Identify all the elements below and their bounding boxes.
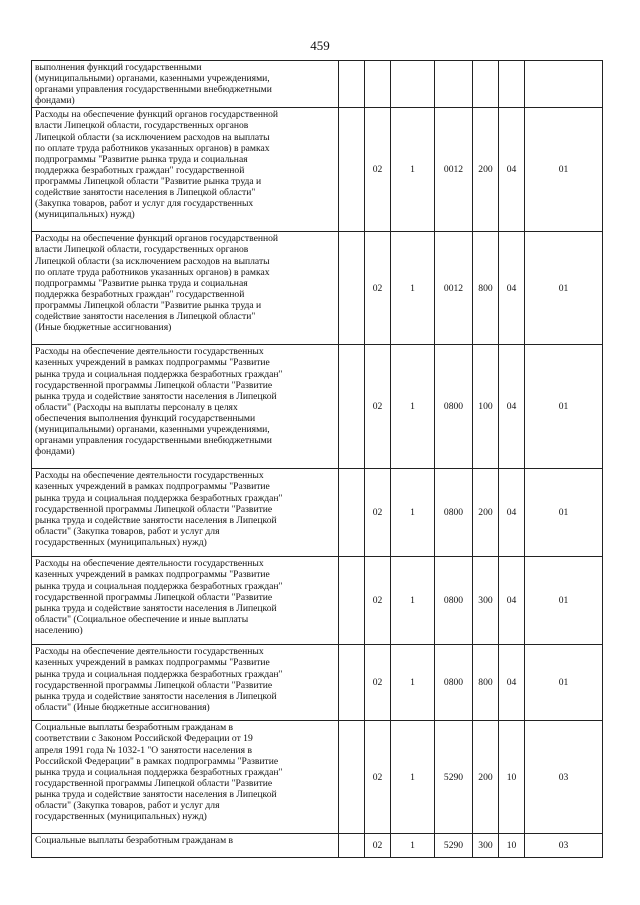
table-row: [32, 557, 603, 645]
program-code-cell: [391, 61, 435, 108]
description-line: Социальные выплаты безработным гражданам в: [35, 722, 234, 734]
description-cell: [32, 557, 339, 645]
description-line: рынка труда и содействие занятости населения в Липецкой: [35, 690, 277, 702]
budget-table-body: [32, 61, 603, 858]
subsection-cell: 01: [525, 232, 603, 345]
ministry-code-cell: 02: [365, 232, 391, 345]
empty-cell: [339, 345, 365, 469]
program-code-cell: 1: [391, 232, 435, 345]
expense-type-cell: 800: [473, 232, 499, 345]
table-row: [32, 61, 603, 108]
target-article-cell: [435, 61, 473, 108]
empty-cell: [339, 557, 365, 645]
ministry-code-cell: 02: [365, 834, 391, 857]
section-cell: 04: [499, 645, 525, 721]
expense-type-cell: [473, 61, 499, 108]
description-line: государственной программы Липецкой области "Развитие: [35, 679, 273, 691]
description-line: государственной программы Липецкой области "Развитие: [35, 777, 273, 789]
description-line: Расходы на обеспечение функций органов государственной: [35, 233, 279, 245]
description-line: рынка труда и содействие занятости населения в Липецкой: [35, 788, 277, 800]
description-line: рынка труда и социальная поддержка безработных граждан": [35, 766, 283, 778]
description-line: власти Липецкой области, государственных органов: [35, 120, 249, 132]
description-line: подпрограммы "Развитие рынка труда и социальная: [35, 277, 248, 289]
empty-cell: [339, 834, 365, 857]
description-line: Липецкой области (за исключением расходов на выплаты: [35, 131, 270, 143]
description-line: Расходы на обеспечение деятельности государственных: [35, 558, 264, 570]
description-line: государственных (муниципальных) нужд): [35, 811, 207, 823]
empty-cell: [339, 469, 365, 557]
target-article-cell: 0012: [435, 232, 473, 345]
description-cell: [32, 721, 339, 834]
expense-type-cell: 800: [473, 645, 499, 721]
table-row: [32, 232, 603, 345]
description-line: рынка труда и социальная поддержка безработных граждан": [35, 368, 283, 380]
description-line: населению): [35, 624, 83, 636]
description-line: казенных учреждений в рамках подпрограммы "Развитие: [35, 657, 270, 669]
empty-cell: [339, 232, 365, 345]
expense-type-cell: 100: [473, 345, 499, 469]
description-line: Российской Федерации" в рамках подпрограммы "Развитие: [35, 755, 279, 767]
description-line: обеспечения выполнения функций государственными: [35, 412, 256, 424]
description-line: органами управления государственными внебюджетными: [35, 435, 272, 447]
section-cell: [499, 61, 525, 108]
description-line: подпрограммы "Развитие рынка труда и социальная: [35, 153, 248, 165]
description-line: Расходы на обеспечение деятельности государственных: [35, 346, 264, 358]
expense-type-cell: 200: [473, 108, 499, 232]
ministry-code-cell: [365, 61, 391, 108]
target-article-cell: 0800: [435, 345, 473, 469]
description-cell: [32, 645, 339, 721]
page-number: 459: [310, 38, 330, 53]
subsection-cell: [525, 61, 603, 108]
program-code-cell: 1: [391, 721, 435, 834]
table-row: [32, 345, 603, 469]
description-line: рынка труда и содействие занятости населения в Липецкой: [35, 390, 277, 402]
subsection-cell: 01: [525, 557, 603, 645]
expense-type-cell: 200: [473, 469, 499, 557]
description-line: содействие занятости населения в Липецкой области": [35, 187, 256, 199]
description-line: апреля 1991 года № 1032-1 "О занятости населения в: [35, 744, 252, 756]
program-code-cell: 1: [391, 557, 435, 645]
description-line: области" (Расходы на выплаты персоналу в целях: [35, 401, 238, 413]
description-line: Социальные выплаты безработным гражданам в: [35, 835, 234, 847]
expense-type-cell: 300: [473, 557, 499, 645]
description-cell: [32, 834, 339, 857]
description-line: государственных (муниципальных) нужд): [35, 536, 207, 548]
empty-cell: [339, 721, 365, 834]
description-line: власти Липецкой области, государственных органов: [35, 244, 249, 256]
ministry-code-cell: 02: [365, 345, 391, 469]
section-cell: 10: [499, 834, 525, 857]
description-line: Липецкой области (за исключением расходов на выплаты: [35, 255, 270, 267]
description-line: государственной программы Липецкой области "Развитие: [35, 591, 273, 603]
section-cell: 10: [499, 721, 525, 834]
target-article-cell: 0800: [435, 645, 473, 721]
table-row: [32, 645, 603, 721]
ministry-code-cell: 02: [365, 108, 391, 232]
description-line: (муниципальными) органами, казенными учреждениями,: [35, 424, 270, 436]
description-line: Расходы на обеспечение деятельности государственных: [35, 470, 264, 482]
subsection-cell: 03: [525, 834, 603, 857]
description-line: области" (Закупка товаров, работ и услуг для: [35, 525, 220, 537]
description-line: рынка труда и социальная поддержка безработных граждан": [35, 580, 283, 592]
description-line: рынка труда и социальная поддержка безработных граждан": [35, 668, 283, 680]
description-line: рынка труда и социальная поддержка безработных граждан": [35, 492, 283, 504]
description-line: (Закупка товаров, работ и услуг для государственных: [35, 198, 254, 210]
description-line: казенных учреждений в рамках подпрограммы "Развитие: [35, 569, 270, 581]
description-line: области" (Социальное обеспечение и иные выплаты: [35, 613, 249, 625]
ministry-code-cell: 02: [365, 557, 391, 645]
target-article-cell: 0800: [435, 469, 473, 557]
description-cell: [32, 61, 339, 108]
description-line: (муниципальных) нужд): [35, 209, 135, 221]
subsection-cell: 01: [525, 645, 603, 721]
description-line: поддержка безработных граждан" государственной: [35, 288, 245, 300]
description-line: рынка труда и содействие занятости населения в Липецкой: [35, 514, 277, 526]
description-line: фондами): [35, 95, 75, 107]
description-line: программы Липецкой области "Развитие рынка труда и: [35, 175, 262, 187]
empty-cell: [339, 61, 365, 108]
section-cell: 04: [499, 557, 525, 645]
description-line: (муниципальными) органами, казенными учреждениями,: [35, 73, 270, 85]
description-line: фондами): [35, 446, 75, 458]
program-code-cell: 1: [391, 345, 435, 469]
subsection-cell: 01: [525, 469, 603, 557]
target-article-cell: 0012: [435, 108, 473, 232]
target-article-cell: 5290: [435, 721, 473, 834]
expense-type-cell: 200: [473, 721, 499, 834]
table-row: [32, 469, 603, 557]
description-line: государственной программы Липецкой области "Развитие: [35, 379, 273, 391]
description-line: поддержка безработных граждан" государственной: [35, 164, 245, 176]
description-line: (Иные бюджетные ассигнования): [35, 322, 172, 334]
ministry-code-cell: 02: [365, 469, 391, 557]
empty-cell: [339, 645, 365, 721]
target-article-cell: 5290: [435, 834, 473, 857]
description-line: области" (Иные бюджетные ассигнования): [35, 701, 210, 713]
description-cell: [32, 345, 339, 469]
description-cell: [32, 232, 339, 345]
program-code-cell: 1: [391, 645, 435, 721]
description-line: программы Липецкой области "Развитие рынка труда и: [35, 299, 262, 311]
budget-table: [31, 60, 603, 858]
description-line: казенных учреждений в рамках подпрограммы "Развитие: [35, 357, 270, 369]
program-code-cell: 1: [391, 108, 435, 232]
description-line: выполнения функций государственными: [35, 62, 202, 73]
section-cell: 04: [499, 108, 525, 232]
subsection-cell: 03: [525, 721, 603, 834]
table-row: [32, 721, 603, 834]
description-cell: [32, 108, 339, 232]
program-code-cell: 1: [391, 834, 435, 857]
description-line: содействие занятости населения в Липецкой области": [35, 311, 256, 323]
description-line: рынка труда и содействие занятости населения в Липецкой: [35, 602, 277, 614]
description-line: по оплате труда работников указанных органов) в рамках: [35, 266, 270, 278]
description-line: Расходы на обеспечение функций органов государственной: [35, 109, 279, 121]
table-row: [32, 834, 603, 857]
description-line: Расходы на обеспечение деятельности государственных: [35, 646, 264, 658]
empty-cell: [339, 108, 365, 232]
description-line: казенных учреждений в рамках подпрограммы "Развитие: [35, 481, 270, 493]
program-code-cell: 1: [391, 469, 435, 557]
target-article-cell: 0800: [435, 557, 473, 645]
table-row: [32, 108, 603, 232]
ministry-code-cell: 02: [365, 645, 391, 721]
description-line: области" (Закупка товаров, работ и услуг для: [35, 800, 220, 812]
description-cell: [32, 469, 339, 557]
description-line: государственной программы Липецкой области "Развитие: [35, 503, 273, 515]
section-cell: 04: [499, 232, 525, 345]
subsection-cell: 01: [525, 345, 603, 469]
expense-type-cell: 300: [473, 834, 499, 857]
description-line: по оплате труда работников указанных органов) в рамках: [35, 142, 270, 154]
ministry-code-cell: 02: [365, 721, 391, 834]
description-line: органами управления государственными внебюджетными: [35, 84, 272, 96]
description-line: соответствии с Законом Российской Федерации от 19: [35, 733, 253, 745]
section-cell: 04: [499, 345, 525, 469]
section-cell: 04: [499, 469, 525, 557]
subsection-cell: 01: [525, 108, 603, 232]
